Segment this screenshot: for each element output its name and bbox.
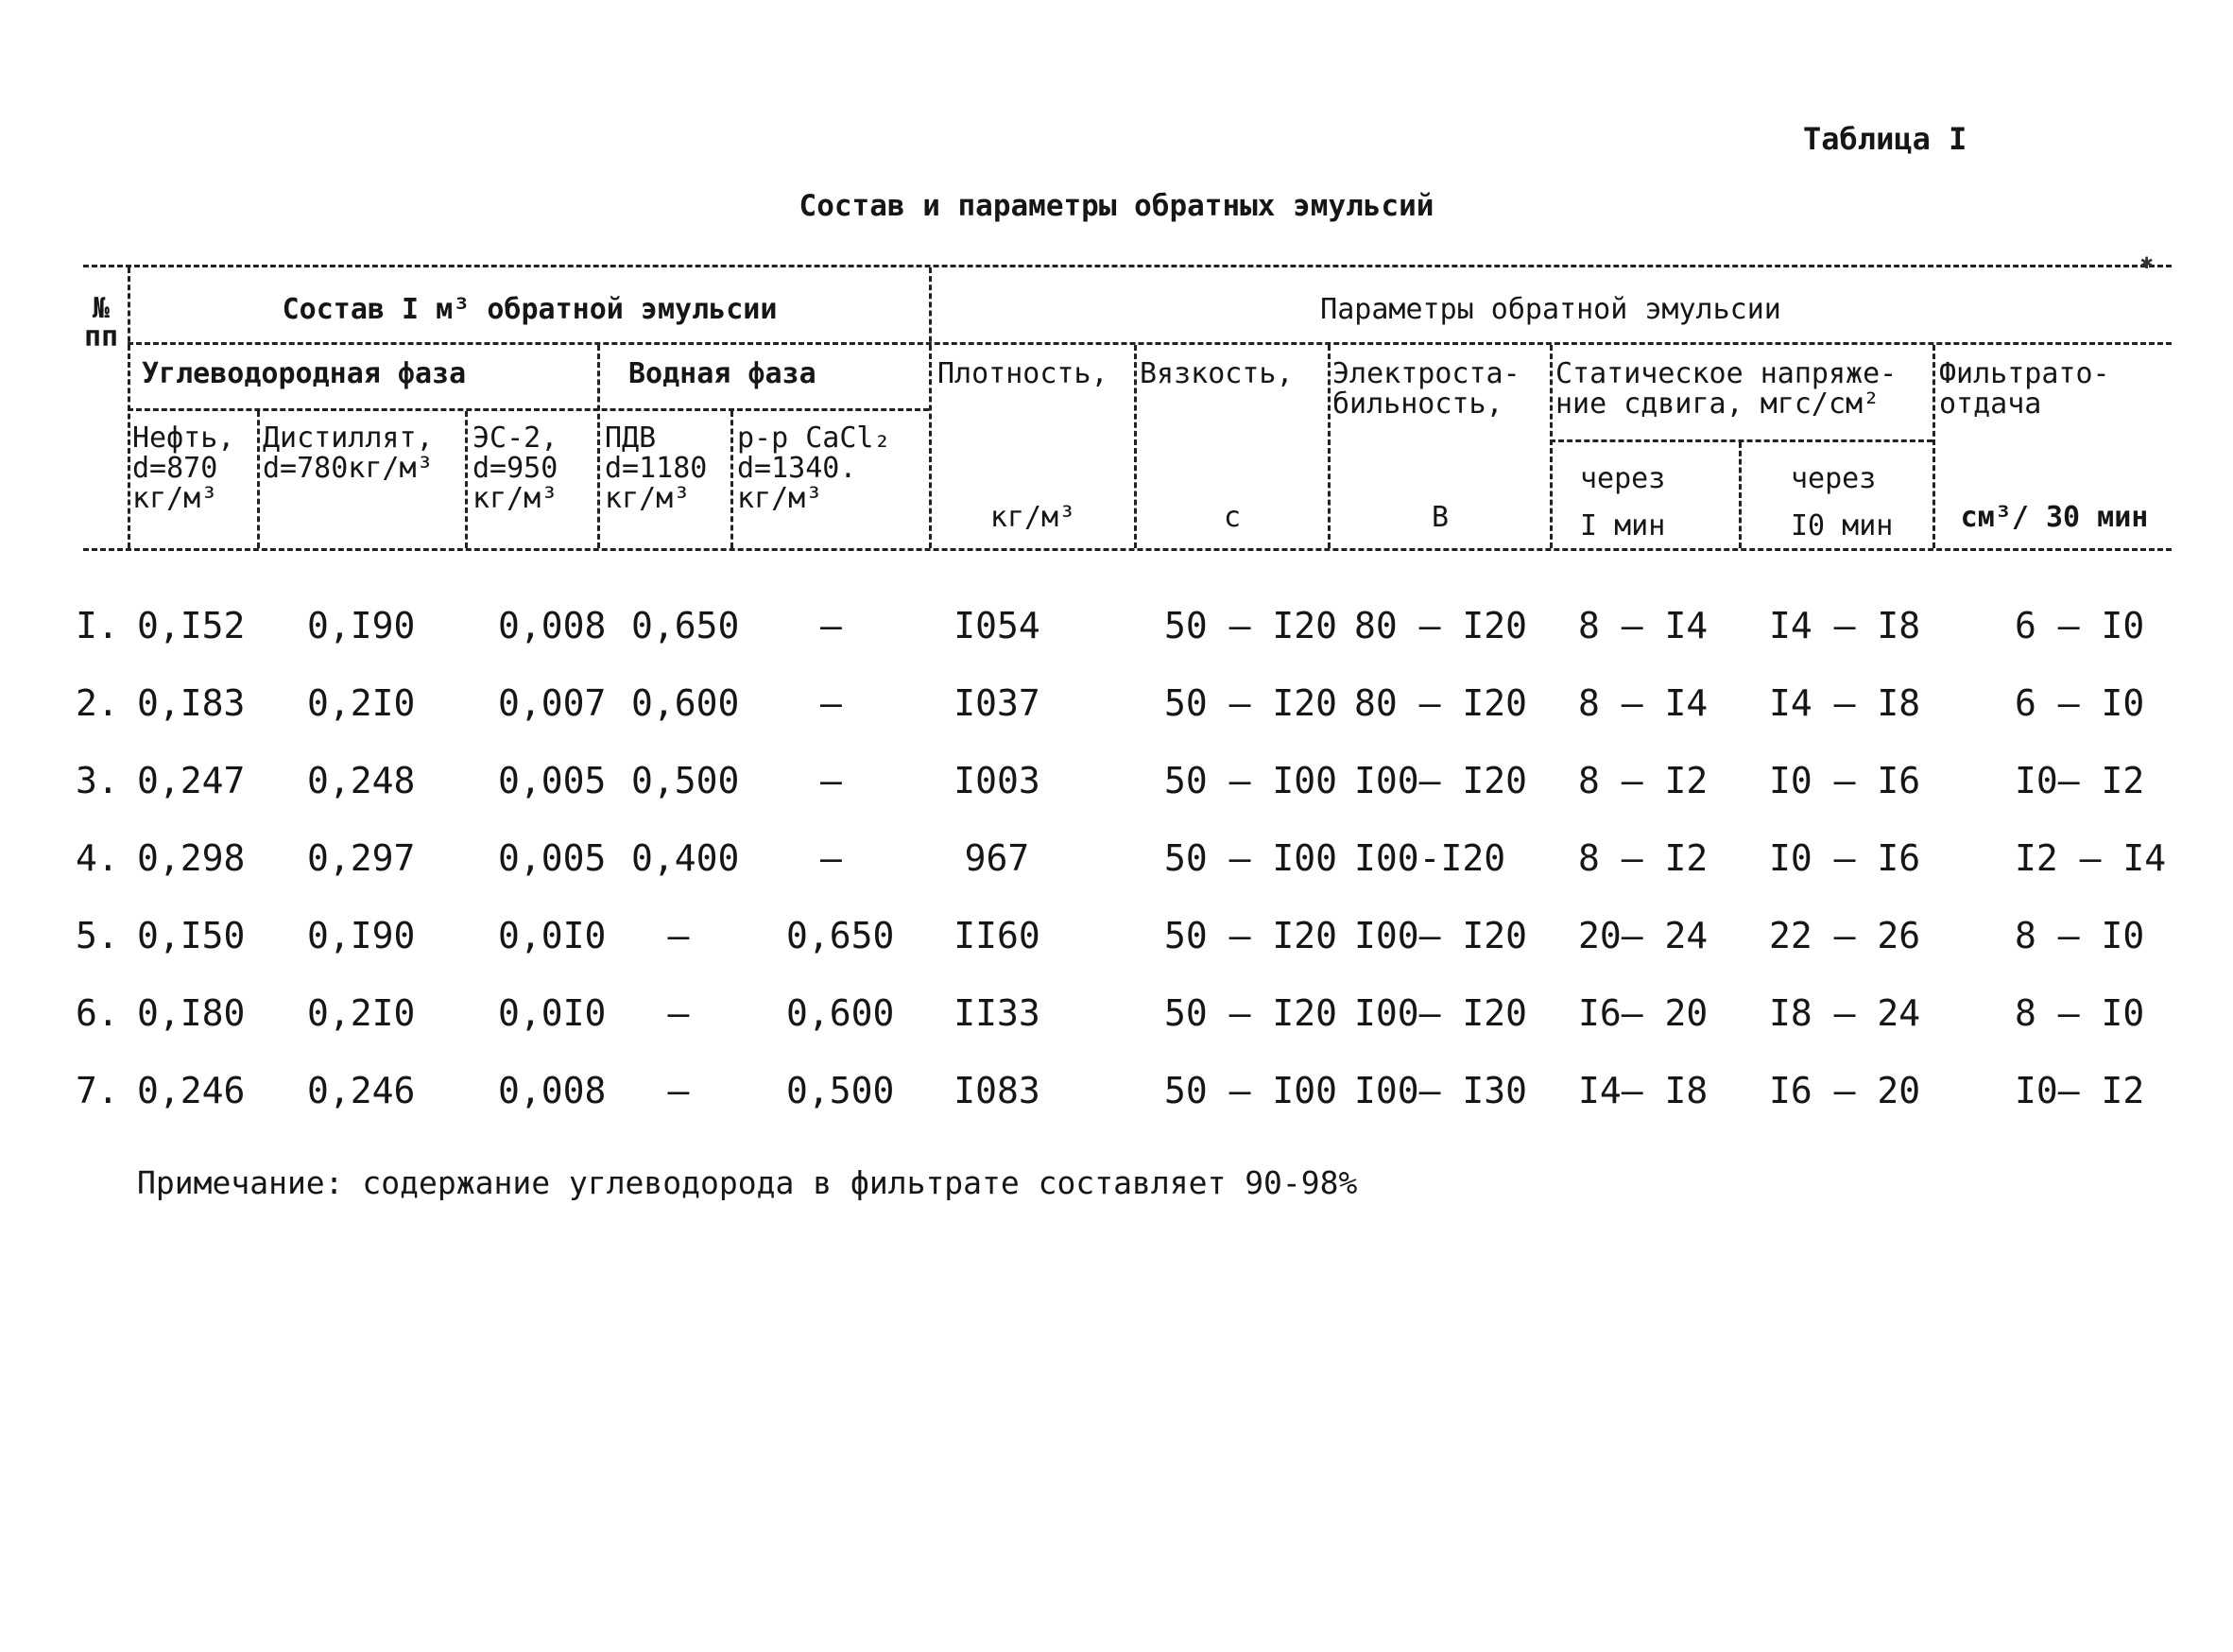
cell-viscosity: 50 – I20 [1164, 682, 1338, 724]
cell-electro: I00– I30 [1354, 1070, 1528, 1111]
cell-pdv: – [667, 915, 690, 956]
cell-distillate: 0,297 [307, 837, 416, 879]
cell-distillate: 0,I90 [307, 605, 416, 646]
header-shear-10min [1791, 456, 1893, 550]
header-oil-name: Нефть, [132, 422, 235, 455]
cell-filtration: 6 – I0 [2015, 605, 2145, 646]
cell-oil: 0,I83 [137, 682, 246, 724]
header-distillate-name: Дистиллят, [263, 422, 434, 455]
cell-shear-1min: 20– 24 [1578, 915, 1709, 956]
cell-shear-1min: 8 – I4 [1578, 682, 1709, 724]
header-cacl2-unit: кг/м³ [737, 482, 823, 515]
cell-cacl2: 0,500 [786, 1070, 895, 1111]
cell-shear-10min: I4 – I8 [1769, 605, 1921, 646]
rule-phase [128, 408, 929, 411]
cell-pdv: – [667, 1070, 690, 1111]
header-pdv-name: ПДВ [605, 422, 657, 455]
header-oil-density: d=870 [132, 452, 218, 485]
cell-es2: 0,008 [498, 1070, 607, 1111]
cell-cacl2: – [820, 760, 842, 801]
cell-shear-1min: 8 – I4 [1578, 605, 1709, 646]
cell-shear-1min: 8 – I2 [1578, 837, 1709, 879]
header-es2-name: ЭС-2, [472, 422, 558, 455]
header-electro-line2: бильность, [1332, 387, 1503, 421]
table-label: Таблица I [1803, 121, 1967, 157]
header-density: Плотность, [937, 357, 1108, 390]
header-viscosity-unit: с [1223, 501, 1242, 534]
cell-electro: I00– I20 [1354, 760, 1528, 801]
cell-oil: 0,246 [137, 1070, 246, 1111]
cell-num: 3. [76, 760, 119, 801]
cell-es2: 0,005 [498, 760, 607, 801]
vrule-cacl2 [730, 411, 733, 548]
header-cacl2 [737, 423, 891, 514]
cell-oil: 0,I50 [137, 915, 246, 956]
cell-shear-10min: I8 – 24 [1769, 992, 1921, 1034]
vrule-water [597, 345, 600, 548]
cell-shear-10min: I6 – 20 [1769, 1070, 1921, 1111]
cell-num: 5. [76, 915, 119, 956]
cell-electro: I00– I20 [1354, 992, 1528, 1034]
header-parameters: Параметры обратной эмульсии [1320, 293, 1781, 326]
corner-mark: ✱ [2140, 250, 2154, 274]
cell-cacl2: 0,600 [786, 992, 895, 1034]
cell-num: I. [76, 605, 119, 646]
header-shear-line1: Статическое напряже- [1555, 357, 1898, 390]
rule-group [128, 342, 2172, 345]
cell-electro: 80 – I20 [1354, 605, 1528, 646]
cell-pdv: 0,650 [631, 605, 740, 646]
header-viscosity: Вязкость, [1140, 357, 1294, 390]
header-filtration-line1: Фильтрато- [1939, 357, 2110, 390]
cell-num: 7. [76, 1070, 119, 1111]
cell-pdv: 0,400 [631, 837, 740, 879]
header-es2 [472, 423, 558, 514]
cell-pdv: – [667, 992, 690, 1034]
cell-es2: 0,0I0 [498, 992, 607, 1034]
cell-filtration: I0– I2 [2015, 760, 2145, 801]
header-pdv [605, 423, 707, 514]
vrule-shear [1550, 345, 1553, 548]
header-shear-1min-time: I мин [1580, 509, 1666, 542]
rule-top [83, 265, 2172, 267]
cell-cacl2: 0,650 [786, 915, 895, 956]
cell-filtration: 8 – I0 [2015, 992, 2145, 1034]
cell-viscosity: 50 – I20 [1164, 605, 1338, 646]
header-shear-10min-via: через [1791, 462, 1877, 495]
cell-density: II33 [953, 992, 1040, 1034]
cell-filtration: I2 – I4 [2015, 837, 2167, 879]
cell-es2: 0,005 [498, 837, 607, 879]
cell-density: II60 [953, 915, 1040, 956]
cell-viscosity: 50 – I20 [1164, 992, 1338, 1034]
cell-oil: 0,I52 [137, 605, 246, 646]
header-distillate-density: d=780кг/м³ [263, 452, 434, 485]
header-shear-1min-via: через [1580, 462, 1666, 495]
cell-distillate: 0,2I0 [307, 992, 416, 1034]
cell-filtration: I0– I2 [2015, 1070, 2145, 1111]
header-pdv-unit: кг/м³ [605, 482, 691, 515]
cell-oil: 0,247 [137, 760, 246, 801]
header-cacl2-name: р-р CaCl₂ [737, 422, 891, 455]
cell-shear-10min: I0 – I6 [1769, 760, 1921, 801]
cell-viscosity: 50 – I00 [1164, 760, 1338, 801]
cell-es2: 0,0I0 [498, 915, 607, 956]
header-distillate [263, 423, 434, 484]
vrule-distillate [257, 411, 260, 548]
header-electro [1332, 359, 1520, 420]
header-electro-line1: Электроста- [1332, 357, 1520, 390]
header-oil-unit: кг/м³ [132, 482, 218, 515]
cell-electro: 80 – I20 [1354, 682, 1528, 724]
header-pdv-density: d=1180 [605, 452, 708, 485]
cell-cacl2: – [820, 605, 842, 646]
document-title: Состав и параметры обратных эмульсий [799, 189, 1434, 223]
cell-shear-10min: 22 – 26 [1769, 915, 1921, 956]
cell-viscosity: 50 – I20 [1164, 915, 1338, 956]
cell-es2: 0,008 [498, 605, 607, 646]
cell-shear-1min: I6– 20 [1578, 992, 1709, 1034]
header-shear [1555, 359, 1897, 420]
cell-num: 2. [76, 682, 119, 724]
cell-shear-10min: I4 – I8 [1769, 682, 1921, 724]
cell-distillate: 0,248 [307, 760, 416, 801]
cell-shear-1min: I4– I8 [1578, 1070, 1709, 1111]
cell-es2: 0,007 [498, 682, 607, 724]
header-density-unit: кг/м³ [989, 501, 1076, 534]
vrule-es2 [465, 411, 468, 548]
table-note: Примечание: содержание углеводорода в фильтрате составляет 90-98% [137, 1164, 1358, 1201]
cell-distillate: 0,2I0 [307, 682, 416, 724]
header-composition: Состав I м³ обратной эмульсии [282, 293, 778, 326]
header-num: № пп [83, 292, 119, 353]
cell-density: I083 [953, 1070, 1040, 1111]
header-water-phase: Водная фаза [628, 357, 816, 390]
header-es2-density: d=950 [472, 452, 558, 485]
header-electro-unit: В [1431, 501, 1450, 534]
header-hydrocarbon-phase: Углеводородная фаза [142, 357, 467, 390]
cell-distillate: 0,246 [307, 1070, 416, 1111]
cell-viscosity: 50 – I00 [1164, 1070, 1338, 1111]
cell-cacl2: – [820, 682, 842, 724]
cell-density: I003 [953, 760, 1040, 801]
vrule-shear-split [1739, 442, 1742, 548]
cell-shear-10min: I0 – I6 [1769, 837, 1921, 879]
cell-num: 4. [76, 837, 119, 879]
cell-filtration: 8 – I0 [2015, 915, 2145, 956]
cell-oil: 0,I80 [137, 992, 246, 1034]
cell-density: I037 [953, 682, 1040, 724]
cell-pdv: 0,600 [631, 682, 740, 724]
cell-oil: 0,298 [137, 837, 246, 879]
header-filtration-line2: отдача [1939, 387, 2042, 421]
header-cacl2-density: d=1340. [737, 452, 857, 485]
header-filtration [1939, 359, 2110, 420]
header-oil [132, 423, 234, 514]
cell-electro: I00-I20 [1354, 837, 1506, 879]
cell-density: 967 [964, 837, 1030, 879]
header-shear-1min [1580, 456, 1665, 550]
cell-cacl2: – [820, 837, 842, 879]
header-es2-unit: кг/м³ [472, 482, 558, 515]
cell-electro: I00– I20 [1354, 915, 1528, 956]
header-filtration-unit: см³/ 30 мин [1960, 501, 2149, 534]
cell-density: I054 [953, 605, 1040, 646]
header-shear-10min-time: I0 мин [1791, 509, 1894, 542]
header-shear-line2: ние сдвига, мгс/см² [1555, 387, 1881, 421]
cell-num: 6. [76, 992, 119, 1034]
cell-distillate: 0,I90 [307, 915, 416, 956]
cell-viscosity: 50 – I00 [1164, 837, 1338, 879]
cell-filtration: 6 – I0 [2015, 682, 2145, 724]
cell-shear-1min: 8 – I2 [1578, 760, 1709, 801]
cell-pdv: 0,500 [631, 760, 740, 801]
